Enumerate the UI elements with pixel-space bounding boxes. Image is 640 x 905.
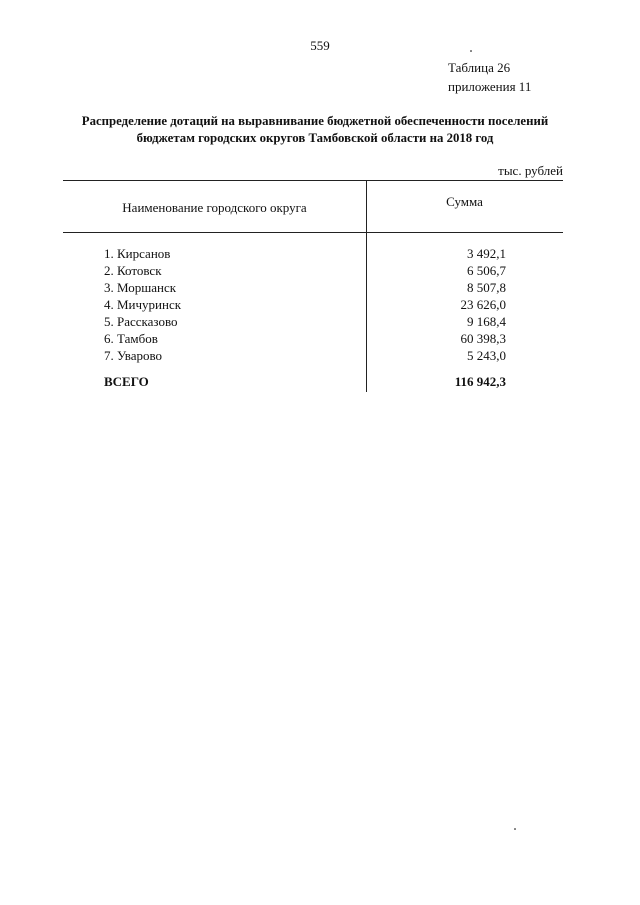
table-row — [0, 313, 640, 330]
table-row — [0, 245, 640, 262]
table-caption — [448, 58, 531, 96]
table-top-rule — [63, 180, 563, 181]
row-value: 6 506,7 — [467, 263, 506, 278]
row-value: 3 492,1 — [467, 246, 506, 261]
row-name: 2. Котовск — [104, 263, 162, 278]
row-name: 4. Мичуринск — [104, 297, 182, 312]
table-caption-line-1: Таблица 26 — [448, 60, 511, 75]
table-caption-line-2: приложения 11 — [448, 79, 532, 94]
column-header-sum: Сумма — [446, 194, 483, 209]
row-value: 8 507,8 — [467, 280, 506, 295]
table-row — [0, 330, 640, 347]
row-name: 6. Тамбов — [104, 331, 158, 346]
scan-speck — [514, 828, 516, 830]
row-value: 60 398,3 — [460, 331, 506, 346]
row-value: 9 168,4 — [467, 314, 506, 329]
table-row — [0, 296, 640, 313]
total-value: 116 942,3 — [454, 374, 506, 389]
table-total-row — [0, 373, 640, 391]
document-title — [60, 113, 570, 147]
table-body — [0, 245, 640, 364]
row-name: 5. Рассказово — [104, 314, 178, 329]
table-row — [0, 347, 640, 364]
row-value: 5 243,0 — [467, 348, 506, 363]
scan-speck — [470, 50, 472, 52]
row-name: 7. Уварово — [104, 348, 163, 363]
row-value: 23 626,0 — [460, 297, 506, 312]
table-row — [0, 262, 640, 279]
column-header-name: Наименование городского округа — [122, 200, 307, 215]
row-name: 3. Моршанск — [104, 280, 177, 295]
table-header-rule — [63, 232, 563, 233]
table-row — [0, 279, 640, 296]
total-label: ВСЕГО — [104, 374, 149, 389]
document-title-line-1: Распределение дотаций на выравнивание бюджетной обеспеченности поселений — [81, 114, 549, 128]
page-number: 559 — [310, 38, 330, 53]
document-title-line-2: бюджетам городских округов Тамбовской области на 2018 год — [136, 131, 494, 145]
row-name: 1. Кирсанов — [104, 246, 171, 261]
units-label: тыс. рублей — [498, 163, 563, 178]
